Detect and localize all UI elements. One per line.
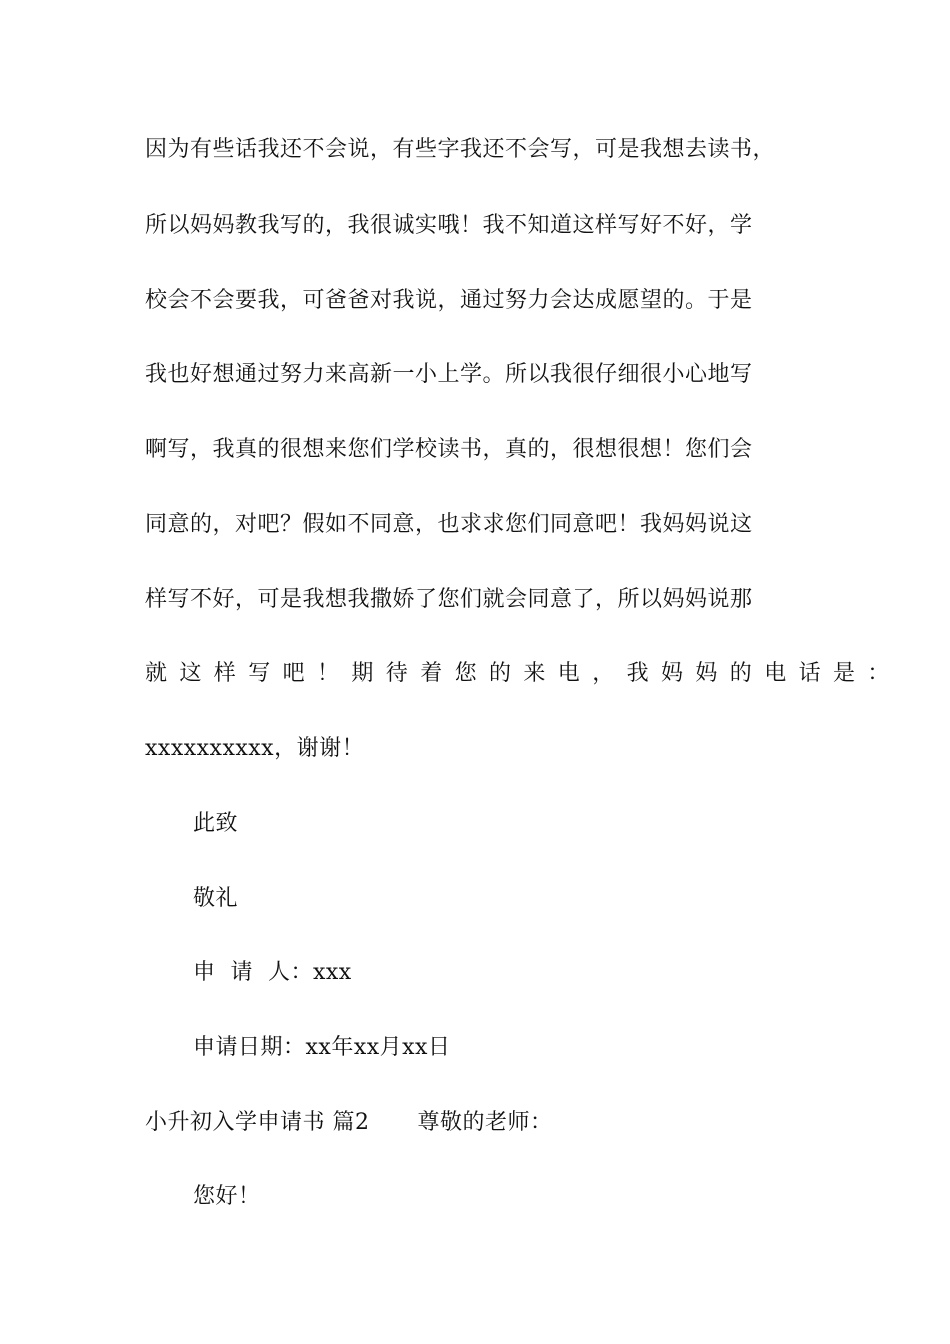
application-date: 申请日期：xx年xx月xx日 (193, 1035, 451, 1060)
closing-jing-li: 敬礼 (193, 886, 239, 911)
applicant-line: 申 请 人：xxx (193, 960, 352, 985)
body-line-7: 样写不好，可是我想我撒娇了您们就会同意了，所以妈妈说那 (145, 587, 753, 612)
body-line-5: 啊写，我真的很想来您们学校读书，真的，很想很想！您们会 (145, 437, 753, 462)
section-title: 小升初入学申请书 篇2 (145, 1110, 370, 1135)
body-line-1: 因为有些话我还不会说，有些字我还不会写，可是我想去读书， (145, 137, 776, 162)
section-heading-row (145, 1108, 553, 1138)
body-line-3: 校会不会要我，可爸爸对我说，通过努力会达成愿望的。于是 (145, 288, 753, 313)
body-line-9: xxxxxxxxxx，谢谢！ (145, 736, 365, 761)
salutation: 尊敬的老师： (417, 1110, 553, 1135)
greeting: 您好！ (193, 1184, 261, 1209)
closing-ci-zhi: 此致 (193, 811, 239, 836)
body-line-6: 同意的，对吧？假如不同意，也求求您们同意吧！我妈妈说这 (145, 512, 753, 537)
body-line-4: 我也好想通过努力来高新一小上学。所以我很仔细很小心地写 (145, 362, 753, 387)
body-line-2: 所以妈妈教我写的，我很诚实哦！我不知道这样写好不好，学 (145, 213, 753, 238)
body-line-8: 就这样写吧！期待着您的来电，我妈妈的电话是： (145, 661, 902, 686)
